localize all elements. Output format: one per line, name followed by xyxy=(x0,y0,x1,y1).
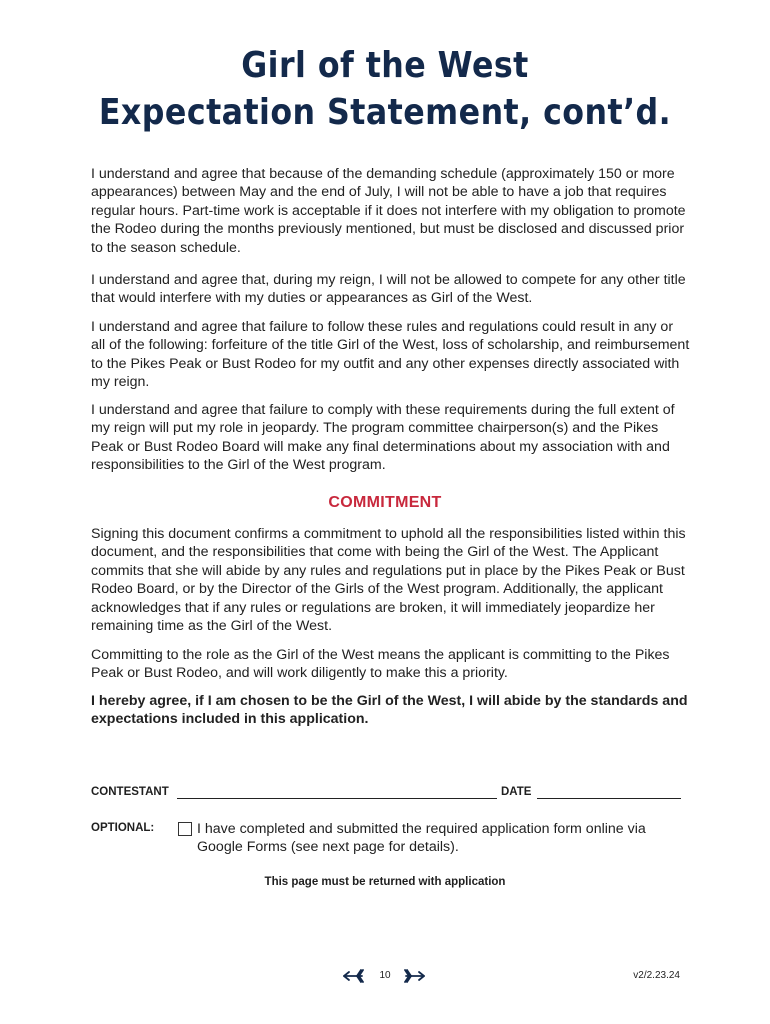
date-field[interactable] xyxy=(537,798,681,799)
date-label: DATE xyxy=(501,786,532,798)
page-title-line1: Girl of the West xyxy=(241,45,529,86)
contestant-label: CONTESTANT xyxy=(91,786,169,798)
page-number: 10 xyxy=(379,970,391,981)
google-forms-checkbox[interactable] xyxy=(178,822,192,836)
optional-checkbox-text: I have completed and submitted the required application form online via Google Forms (see next page for details). xyxy=(197,821,646,856)
signature-line xyxy=(91,786,681,800)
version-label: v2/2.23.24 xyxy=(633,970,680,981)
return-note: This page must be returned with application xyxy=(264,876,506,888)
commitment-paragraph: Signing this document confirms a commitment to uphold all the responsibilities listed within this document, and the responsibilities that come with being the Girl of the West. The Applicant commits that she will abide by any rules and regulations put in place by the Pikes Peak or Bust Rodeo Board, or by the Director of the Girls of the West program. Additionally, the applicant acknowledges that if any rules or regulations are broken, it will immediately jeopardize her remaining time as the Girl of the West. xyxy=(91,526,686,635)
contestant-signature-field[interactable] xyxy=(177,798,497,799)
paragraph-failure-rules: I understand and agree that failure to follow these rules and regulations could result in any or all of the following: forfeiture of the title Girl of the West, loss of scholarship, and reimbursement to the Pikes Peak or Bust Rodeo for my outfit and any other expenses directly associated with my reign. xyxy=(91,319,690,391)
arrow-ornament-left-icon xyxy=(342,966,364,986)
page-title-line2: Expectation Statement, cont’d. xyxy=(98,92,672,133)
optional-label: OPTIONAL: xyxy=(91,822,155,834)
paragraph-other-titles: I understand and agree that, during my reign, I will not be allowed to compete for any other title that would interfere with my duties or appearances as Girl of the West. xyxy=(91,272,686,307)
commitment-heading: COMMITMENT xyxy=(328,494,442,511)
arrow-ornament-right-icon xyxy=(404,966,426,986)
agreement-statement: I hereby agree, if I am chosen to be the Girl of the West, I will abide by the standards and expectations included in this application. xyxy=(91,693,688,728)
paragraph-compliance: I understand and agree that failure to comply with these requirements during the full extent of my reign will put my role in jeopardy. The program committee chairperson(s) and the Pikes Peak or Bust Rodeo Board will make any final determinations about my association with and responsibilities to the Girl of the West program. xyxy=(91,402,675,474)
paragraph-schedule: I understand and agree that because of the demanding schedule (approximately 150 or more appearances) between May and the end of July, I will not be able to have a job that requires regular hours. Part-time work is acceptable if it does not interfere with my obligation to promote the Rodeo during the months previously mentioned, but must be disclosed and discussed prior to the season schedule. xyxy=(91,166,686,256)
commitment-priority-paragraph: Committing to the role as the Girl of the West means the applicant is committing to the Pikes Peak or Bust Rodeo, and will work diligently to make this a priority. xyxy=(91,647,670,682)
